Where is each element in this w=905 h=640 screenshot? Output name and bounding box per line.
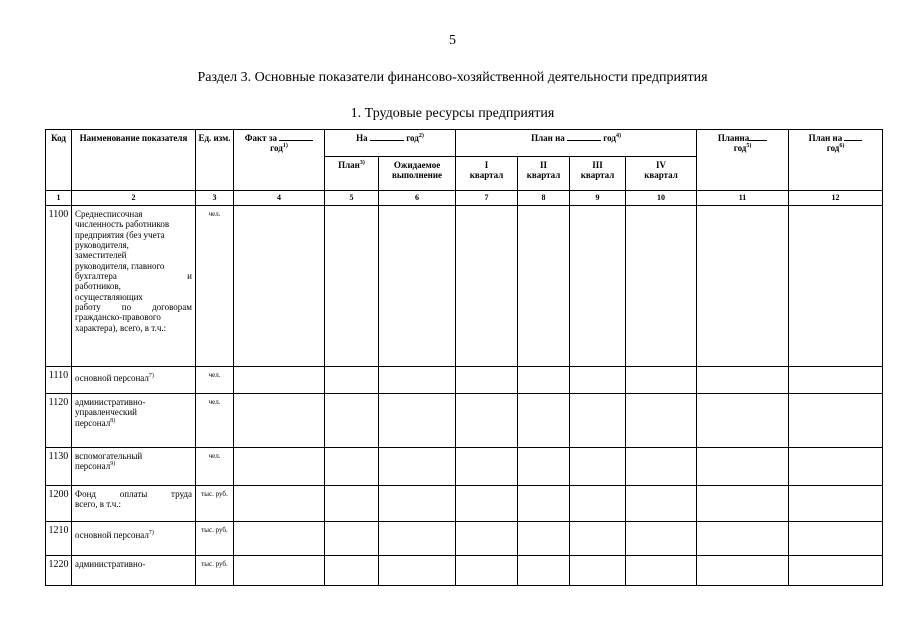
row-code: 1130: [46, 448, 72, 486]
header-unit: Ед. изм.: [196, 130, 234, 191]
row-name: административно- управленческий персонал$^{8)}$: [72, 394, 196, 448]
header-plan-12: План на год$^{6)}$: [789, 130, 883, 191]
input-cell[interactable]: [234, 486, 325, 522]
input-cell[interactable]: [456, 486, 518, 522]
row-unit: чел.: [196, 206, 234, 367]
input-cell[interactable]: [456, 522, 518, 556]
column-number: 7: [456, 191, 518, 206]
input-cell[interactable]: [789, 367, 883, 394]
column-number: 5: [325, 191, 379, 206]
row-code: 1200: [46, 486, 72, 522]
page-number: 5: [449, 33, 456, 48]
input-cell[interactable]: [570, 206, 626, 367]
input-cell[interactable]: [379, 367, 456, 394]
row-name: основной персонал$^{7)}$: [72, 367, 196, 394]
input-cell[interactable]: [234, 394, 325, 448]
input-cell[interactable]: [234, 448, 325, 486]
input-cell[interactable]: [626, 556, 697, 586]
header-row-1: [46, 130, 883, 157]
header-expected: Ожидаемое выполнение: [379, 157, 456, 191]
input-cell[interactable]: [518, 367, 570, 394]
header-fact: Факт за год$^{1)}$: [234, 130, 325, 191]
input-cell[interactable]: [789, 394, 883, 448]
row-name: Среднесписочная численность работников предприятия (без учета руководителя, заместителей руководителя, главного бухгалтера и работников, осуществляющих работу по договорам гражданско-правового характера), всего, в т.ч.:: [72, 206, 196, 367]
input-cell[interactable]: [379, 556, 456, 586]
table-row: [46, 486, 883, 522]
input-cell[interactable]: [518, 486, 570, 522]
table-row: [46, 556, 883, 586]
input-cell[interactable]: [518, 206, 570, 367]
input-cell[interactable]: [626, 448, 697, 486]
input-cell[interactable]: [626, 522, 697, 556]
subsection-title: 1. Трудовые ресурсы предприятия: [350, 106, 555, 121]
column-number: 8: [518, 191, 570, 206]
input-cell[interactable]: [626, 486, 697, 522]
row-code: 1120: [46, 394, 72, 448]
input-cell[interactable]: [570, 394, 626, 448]
column-number: 9: [570, 191, 626, 206]
input-cell[interactable]: [379, 206, 456, 367]
input-cell[interactable]: [570, 522, 626, 556]
column-number-row: [46, 191, 883, 206]
table-row: [46, 367, 883, 394]
header-q2: II квартал: [518, 157, 570, 191]
column-number: 4: [234, 191, 325, 206]
input-cell[interactable]: [697, 448, 789, 486]
input-cell[interactable]: [234, 206, 325, 367]
input-cell[interactable]: [325, 556, 379, 586]
input-cell[interactable]: [518, 448, 570, 486]
input-cell[interactable]: [325, 206, 379, 367]
input-cell[interactable]: [325, 448, 379, 486]
header-name: Наименование показателя: [72, 130, 196, 191]
input-cell[interactable]: [570, 448, 626, 486]
input-cell[interactable]: [697, 206, 789, 367]
row-code: 1220: [46, 556, 72, 586]
input-cell[interactable]: [697, 556, 789, 586]
input-cell[interactable]: [456, 367, 518, 394]
input-cell[interactable]: [789, 486, 883, 522]
input-cell[interactable]: [789, 556, 883, 586]
header-plan: План$^{3)}$: [325, 157, 379, 191]
row-unit: тыс. руб.: [196, 486, 234, 522]
header-plan-11: Планна год$^{5)}$: [697, 130, 789, 191]
input-cell[interactable]: [518, 394, 570, 448]
column-number: 11: [697, 191, 789, 206]
input-cell[interactable]: [325, 367, 379, 394]
input-cell[interactable]: [456, 394, 518, 448]
input-cell[interactable]: [325, 522, 379, 556]
input-cell[interactable]: [518, 522, 570, 556]
table-row: [46, 206, 883, 367]
input-cell[interactable]: [379, 486, 456, 522]
row-name: вспомогательный персонал$^{9)}$: [72, 448, 196, 486]
input-cell[interactable]: [570, 367, 626, 394]
row-code: 1210: [46, 522, 72, 556]
input-cell[interactable]: [626, 206, 697, 367]
row-unit: чел.: [196, 394, 234, 448]
input-cell[interactable]: [570, 556, 626, 586]
input-cell[interactable]: [379, 394, 456, 448]
column-number: 12: [789, 191, 883, 206]
header-q3: III квартал: [570, 157, 626, 191]
table-row: [46, 394, 883, 448]
row-unit: чел.: [196, 448, 234, 486]
header-q1: I квартал: [456, 157, 518, 191]
row-unit: чел.: [196, 367, 234, 394]
input-cell[interactable]: [234, 522, 325, 556]
input-cell[interactable]: [325, 394, 379, 448]
input-cell[interactable]: [697, 486, 789, 522]
row-code: 1110: [46, 367, 72, 394]
input-cell[interactable]: [626, 367, 697, 394]
input-cell[interactable]: [325, 486, 379, 522]
input-cell[interactable]: [789, 522, 883, 556]
header-na-year: На год$^{2)}$: [325, 130, 456, 157]
header-q4: IV квартал: [626, 157, 697, 191]
column-number: 10: [626, 191, 697, 206]
table-row: [46, 448, 883, 486]
input-cell[interactable]: [379, 448, 456, 486]
column-number: 3: [196, 191, 234, 206]
row-name: административно-: [72, 556, 196, 586]
input-cell[interactable]: [456, 448, 518, 486]
input-cell[interactable]: [379, 522, 456, 556]
input-cell[interactable]: [570, 486, 626, 522]
input-cell[interactable]: [456, 206, 518, 367]
input-cell[interactable]: [518, 556, 570, 586]
input-cell[interactable]: [234, 556, 325, 586]
column-number: 1: [46, 191, 72, 206]
column-number: 6: [379, 191, 456, 206]
input-cell[interactable]: [697, 522, 789, 556]
row-code: 1100: [46, 206, 72, 367]
input-cell[interactable]: [789, 206, 883, 367]
input-cell[interactable]: [789, 448, 883, 486]
row-unit: тыс. руб.: [196, 522, 234, 556]
row-name: Фонд оплаты труда всего, в т.ч.:: [72, 486, 196, 522]
section-title: Раздел 3. Основные показатели финансово-хозяйственной деятельности предприятия: [197, 70, 708, 85]
header-code: Код: [46, 130, 72, 191]
table-row: [46, 522, 883, 556]
row-name: основной персонал$^{7)}$: [72, 522, 196, 556]
input-cell[interactable]: [626, 394, 697, 448]
row-unit: тыс. руб.: [196, 556, 234, 586]
input-cell[interactable]: [697, 367, 789, 394]
labor-resources-table: [45, 129, 883, 586]
input-cell[interactable]: [234, 367, 325, 394]
column-number: 2: [72, 191, 196, 206]
header-plan-quarters: План на год$^{4)}$: [456, 130, 697, 157]
input-cell[interactable]: [697, 394, 789, 448]
input-cell[interactable]: [456, 556, 518, 586]
